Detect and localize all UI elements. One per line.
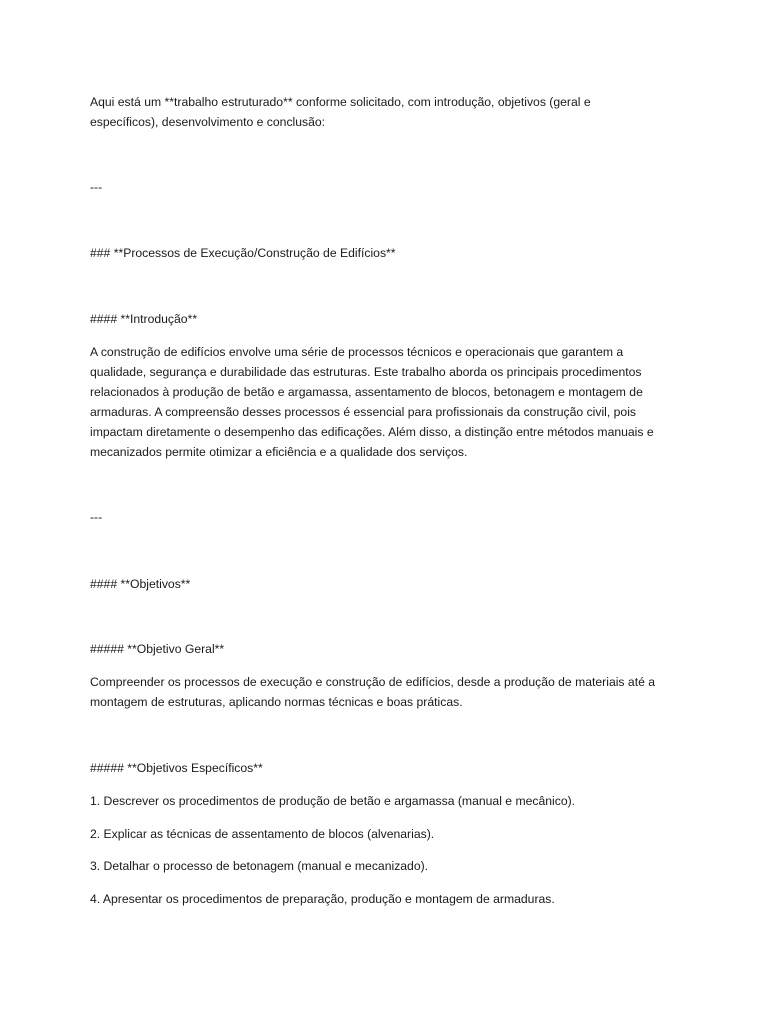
intro-body-line: qualidade, segurança e durabilidade das estruturas. Este trabalho aborda os principais procedimentos: [90, 365, 642, 379]
list-item: 1. Descrever os procedimentos de produção de betão e argamassa (manual e mecânico).: [90, 794, 576, 808]
main-heading: ### **Processos de Execução/Construção de Edifícios**: [90, 246, 396, 260]
list-item: 2. Explicar as técnicas de assentamento de blocos (alvenarias).: [90, 827, 435, 841]
list-item: 3. Detalhar o processo de betonagem (manual e mecanizado).: [90, 859, 429, 873]
intro-body-line: mecanizados permite otimizar a eficiência e a qualidade dos serviços.: [90, 445, 468, 459]
list-item: 4. Apresentar os procedimentos de preparação, produção e montagem de armaduras.: [90, 892, 555, 906]
intro-body: [90, 342, 690, 462]
separator: ---: [90, 510, 103, 524]
intro-body-line: A construção de edifícios envolve uma série de processos técnicos e operacionais que garantem a: [90, 345, 624, 359]
objectives-heading: #### **Objetivos**: [90, 577, 191, 591]
specific-objectives-heading: ##### **Objetivos Específicos**: [90, 761, 263, 775]
intro-note: [90, 92, 690, 132]
intro-body-line: relacionados à produção de betão e argamassa, assentamento de blocos, betonagem e montagem de: [90, 385, 643, 399]
intro-body-line: impactam diretamente o desempenho das edificações. Além disso, a distinção entre métodos manuais e: [90, 425, 654, 439]
intro-body-line: armaduras. A compreensão desses processos é essencial para profissionais da construção civil, pois: [90, 405, 637, 419]
intro-note-line: específicos), desenvolvimento e conclusão:: [90, 115, 326, 129]
general-objective-heading: ##### **Objetivo Geral**: [90, 642, 225, 656]
general-objective-line: Compreender os processos de execução e construção de edifícios, desde a produção de materiais até a: [90, 675, 656, 689]
separator: ---: [90, 180, 103, 194]
general-objective-line: montagem de estruturas, aplicando normas técnicas e boas práticas.: [90, 695, 463, 709]
general-objective-body: [90, 672, 690, 712]
intro-note-line: Aqui está um **trabalho estruturado** conforme solicitado, com introdução, objetivos (geral e: [90, 95, 591, 109]
intro-heading: #### **Introdução**: [90, 312, 198, 326]
